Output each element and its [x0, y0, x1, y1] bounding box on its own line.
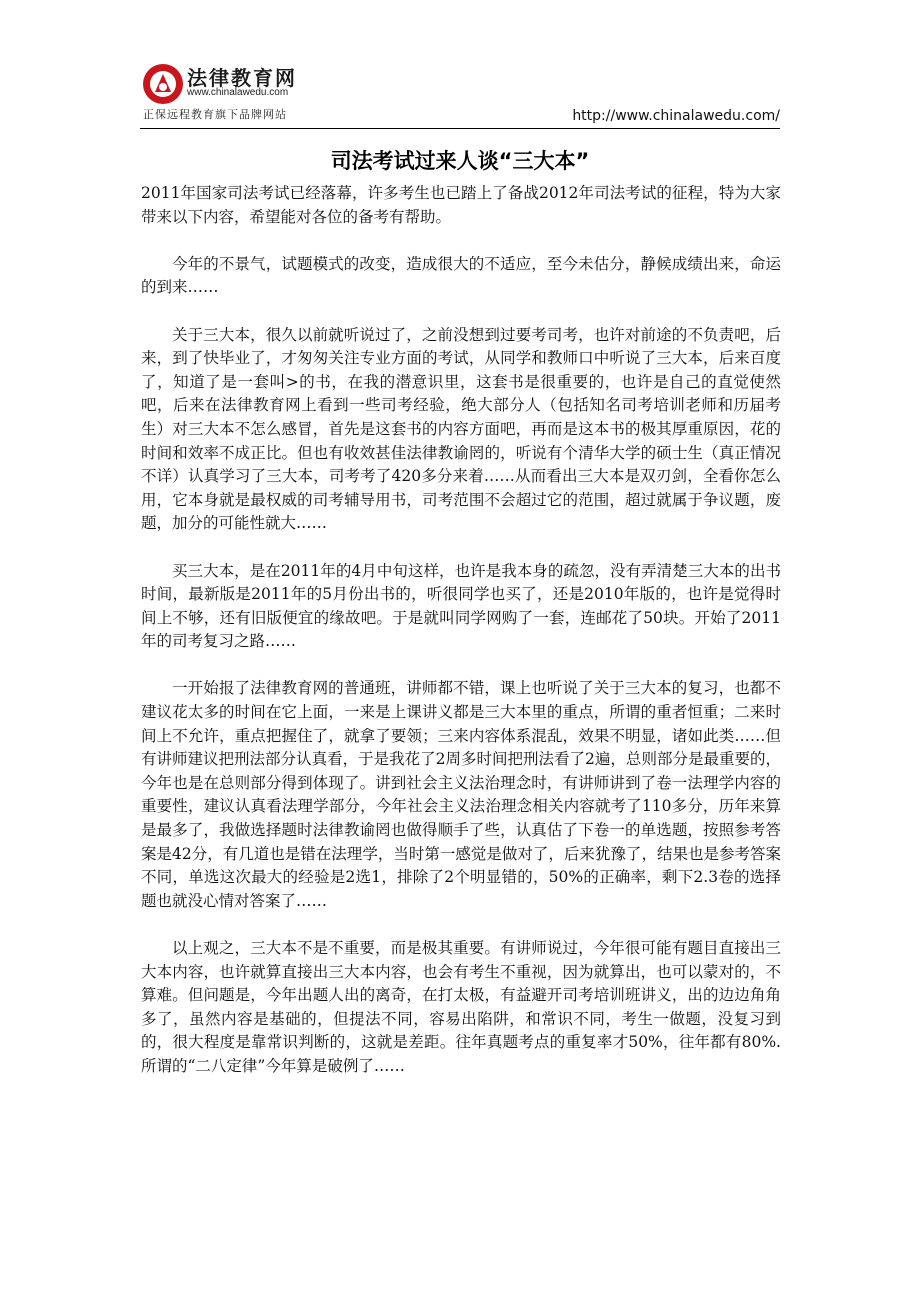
article-title: 司法考试过来人谈“三大本” [330, 149, 590, 173]
article-paragraph: 2011年国家司法考试已经落幕，许多考生也已踏上了备战2012年司法考试的征程，特为大家带来以下内容，希望能对各位的备考有帮助。 [141, 184, 781, 226]
article-paragraph: 关于三大本，很久以前就听说过了，之前没想到过要考司考，也许对前途的不负责吧，后来，到了快毕业了，才匆匆关注专业方面的考试，从同学和教师口中听说了三大本，后来百度了，知道了是一套叫>的书，在我的潜意识里，这套书是很重要的，也许是自己的直觉使然吧，后来在法律教育网上看到一些司考经验，绝大部分人（包括知名司考培训老师和历届考生）对三大本不怎么感冒，首先是这套书的内容方面吧，再而是这本书的极其厚重原因，花的时间和效率不成正比。但也有收效甚佳法律教谕罔的，听说有个清华大学的硕士生（真正情况不详）认真学习了三大本，司考考了420多分来着……从而看出三大本是双刃剑，全看你怎么用，它本身就是最权威的司考辅导用书，司考范围不会超过它的范围，超过就属于争议题，废题，加分的可能性就大…… [141, 325, 781, 533]
article-paragraph: 买三大本，是在2011年的4月中旬这样，也许是我本身的疏忽，没有弄清楚三大本的出书时间，最新版是2011年的5月份出书的，听很同学也买了，还是2010年版的，也许是觉得时间上不够，还有旧版便宜的缘故吧。于是就叫同学网购了一套，连邮花了50块。开始了2011年的司考复习之路…… [141, 561, 781, 651]
header-divider [140, 128, 780, 129]
article-paragraph: 今年的不景气，试题模式的改变，造成很大的不适应，至今未估分，静候成绩出来，命运的到来…… [141, 254, 781, 297]
logo-name: 法律教育网 [187, 66, 297, 90]
logo-emblem-icon [141, 62, 185, 106]
site-logo[interactable] [141, 60, 341, 120]
logo-slogan: 正保远程教育旗下品牌网站 [143, 108, 287, 121]
logo-url: www.chinalawedu.com [187, 87, 289, 98]
article-body [141, 182, 781, 1102]
article-paragraph: 以上观之，三大本不是不重要，而是极其重要。有讲师说过，今年很可能有题目直接出三大本内容，也许就算直接出三大本内容，也会有考生不重视，因为就算出，也可以蒙对的，不算难。但问题是，今年出题人出的离奇，在打太极，有益避开司考培训班讲义，出的边边角角多了，虽然内容是基础的，但提法不同，容易出陷阱，和常识不同，考生一做题，没复习到的，很大程度是靠常识判断的，这就是差距。往年真题考点的重复率才50%，往年都有80%.所谓的“二八定律”今年算是破例了…… [141, 939, 781, 1075]
article-paragraph: 一开始报了法律教育网的普通班，讲师都不错，课上也听说了关于三大本的复习，也都不建议花太多的时间在它上面，一来是上课讲义都是三大本里的重点，所谓的重者恒重；二来时间上不允许，重点把握住了，就拿了要领；三来内容体系混乱，效果不明显，诸如此类……但有讲师建议把刑法部分认真看，于是我花了2周多时间把刑法看了2遍，总则部分是最重要的，今年也是在总则部分得到体现了。讲到社会主义法治理念时，有讲师讲到了卷一法理学内容的重要性，建议认真看法理学部分，今年社会主义法治理念相关内容就考了110多分，历年来算是最多了，我做选择题时法律教谕罔也做得顺手了些，认真估了下卷一的单选题，按照参考答案是42分，有几道也是错在法理学，当时第一感觉是做对了，后来犹豫了，结果也是参考答案不同，单选这次最大的经验是2选1，排除了2个明显错的，50%的正确率，剩下2.3卷的选择题也就没心情对答案了…… [141, 679, 781, 910]
site-url-link[interactable]: http://www.chinalawedu.com/ [572, 108, 780, 124]
page-header [0, 0, 920, 130]
